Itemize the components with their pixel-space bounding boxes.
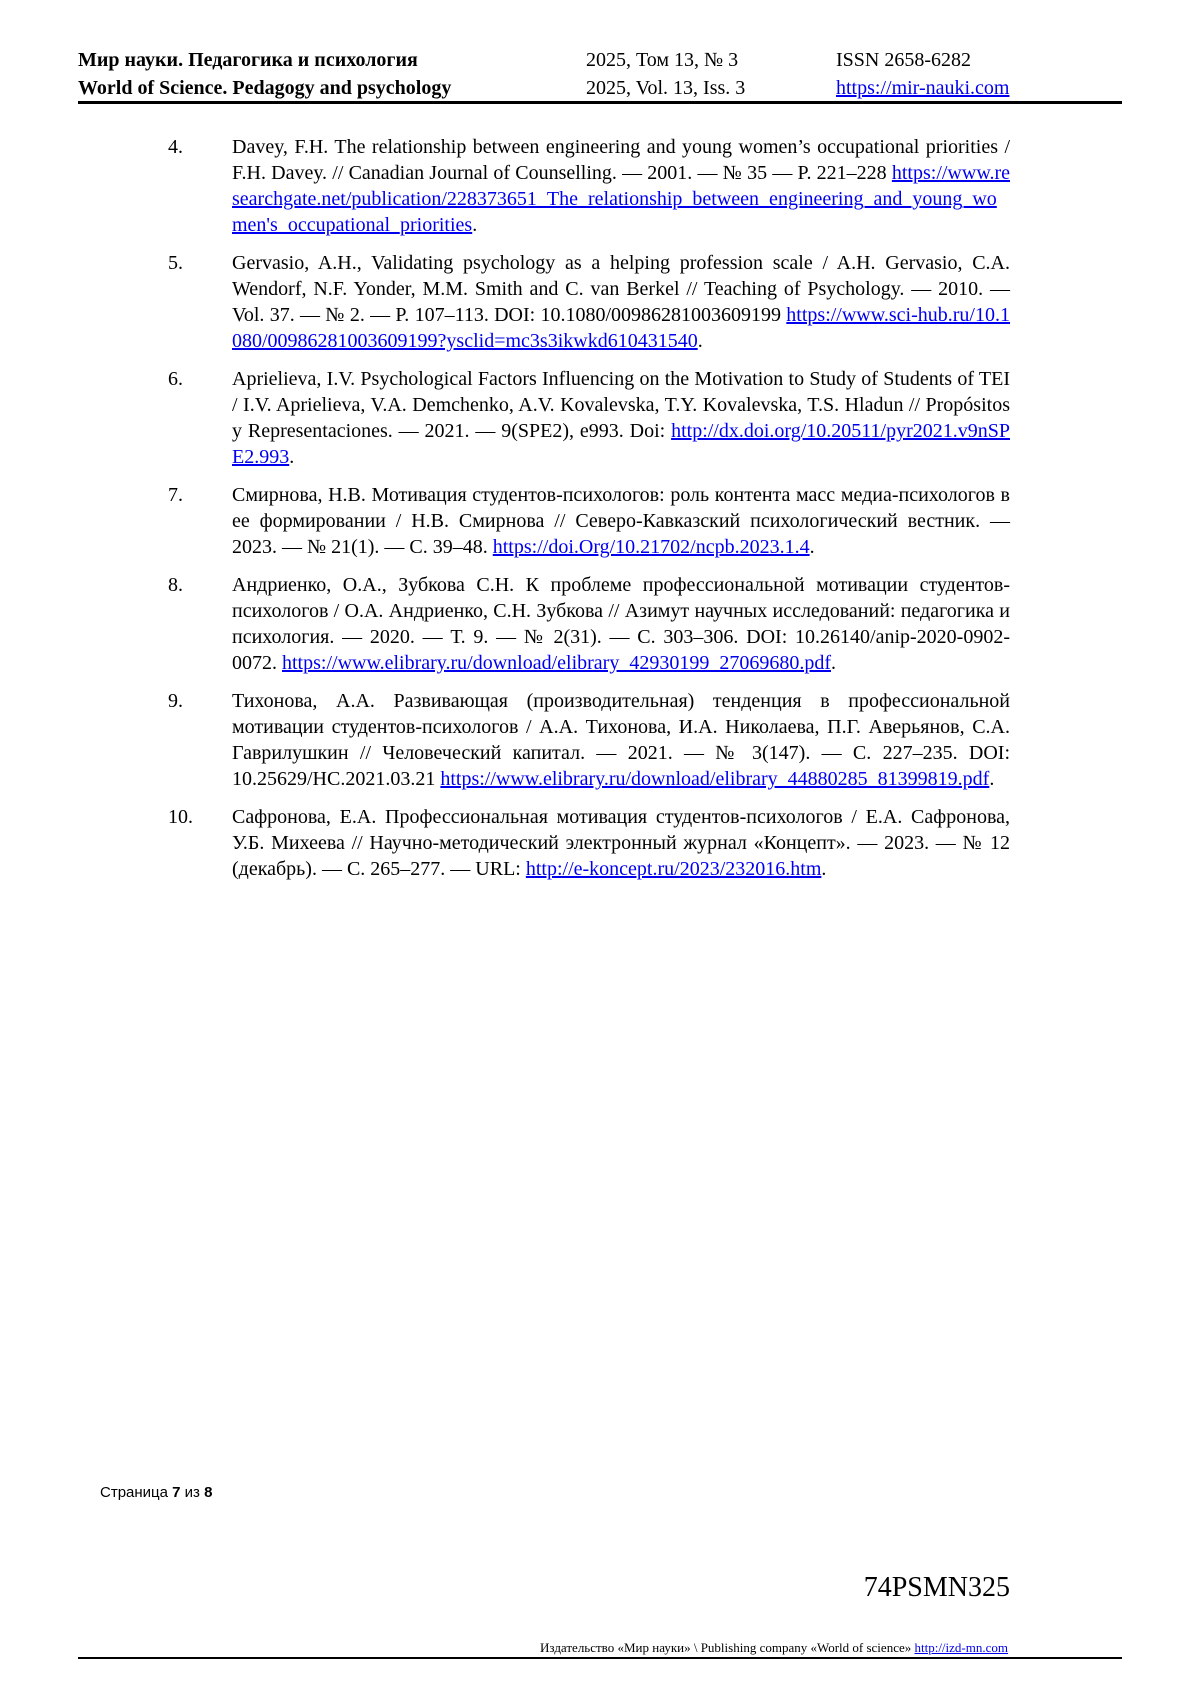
reference-item (168, 688, 1010, 792)
reference-number: 4. (168, 136, 183, 158)
reference-number: 7. (168, 484, 183, 506)
publisher-url-link[interactable]: http://izd-mn.com (914, 1640, 1008, 1655)
journal-title-ru: Мир науки. Педагогика и психология (78, 49, 418, 71)
publisher-line (168, 1640, 1008, 1656)
reference-text (232, 804, 1010, 882)
footer-rule (78, 1657, 1122, 1659)
reference-text-segment: . (289, 446, 295, 468)
journal-url-link[interactable]: https://mir-nauki.com (836, 77, 1010, 99)
reference-text-segment: Сафронова, Е.А. Профессиональная мотивация студентов-психологов / Е.А. Сафронова, У.Б. Михеева // Научно-методический электронный журнал «Концепт». — 2023. — № 12 (декабрь). — С. 265–277. — URL: (232, 806, 1010, 880)
issue-info-en: 2025, Vol. 13, Iss. 3 (586, 77, 746, 99)
reference-number: 9. (168, 690, 183, 712)
reference-text-segment: . (472, 214, 478, 236)
reference-link[interactable]: https://www.researchgate.net/publication/228373651_The_relationship_between_engineering_and_young_women's_occupational_priorities (232, 162, 1010, 236)
reference-text-segment: . (821, 858, 827, 880)
header-rule (78, 101, 1122, 104)
reference-link[interactable]: https://www.sci-hub.ru/10.1080/00986281003609199?ysclid=mc3s3ikwkd610431540 (232, 304, 1010, 352)
reference-text (232, 572, 1010, 676)
reference-item (168, 134, 1010, 238)
reference-text-segment: Davey, F.H. The relationship between engineering and young women’s occupational priorities / F.H. Davey. // Canadian Journal of Counselling. — 2001. — № 35 — P. 221–228 (232, 136, 1010, 184)
reference-text (232, 134, 1010, 238)
reference-text (232, 688, 1010, 792)
page-total-number: 8 (204, 1484, 213, 1501)
reference-text-segment: . (830, 652, 836, 674)
issn-label: ISSN 2658-6282 (836, 49, 972, 71)
reference-item (168, 804, 1010, 882)
page-current-number: 7 (172, 1484, 181, 1501)
journal-title-en: World of Science. Pedagogy and psychology (78, 77, 452, 99)
reference-text-segment: . (809, 536, 815, 558)
reference-item (168, 482, 1010, 560)
page-indicator-of: из (180, 1484, 205, 1501)
reference-number: 8. (168, 574, 183, 596)
reference-text-segment: Смирнова, Н.В. Мотивация студентов-психологов: роль контента масс медиа-психологов в ее формировании / Н.В. Смирнова // Северо-Кавказский психологический вестник. — 2023. — № 21(1). — С. 39–48. (232, 484, 1010, 558)
reference-text-segment: Aprielieva, I.V. Psychological Factors Influencing on the Motivation to Study of Students of TEI / I.V. Aprielieva, V.A. Demchenko, A.V. Kovalevska, T.Y. Kovalevska, T.S. Hladun // Propósitos y Representaciones. — 2021. — 9(SPE2), e993. Doi: (232, 368, 1010, 442)
reference-item (168, 250, 1010, 354)
reference-number: 5. (168, 252, 183, 274)
reference-text-segment: Тихонова, А.А. Развивающая (производительная) тенденция в профессиональной мотивации студентов-психологов / А.А. Тихонова, И.А. Николаева, П.Г. Аверьянов, С.А. Гаврилушкин // Человеческий капитал. — 2021. — № 3(147). — С. 227–235. DOI: 10.25629/HC.2021.03.21 (232, 690, 1010, 790)
article-id: 74PSMN325 (863, 1572, 1010, 1603)
reference-text-segment: Андриенко, О.А., Зубкова С.Н. К проблеме профессиональной мотивации студентов-психологов / О.А. Андриенко, С.Н. Зубкова // Азимут научных исследований: педагогика и психология. — 2020. — Т. 9. — № 2(31). — С. 303–306. DOI: 10.26140/anip-2020-0902-0072. (232, 574, 1010, 674)
reference-item (168, 366, 1010, 470)
reference-link[interactable]: https://www.elibrary.ru/download/elibrary_42930199_27069680.pdf (282, 652, 831, 674)
page-indicator (100, 1484, 212, 1501)
reference-link[interactable]: http://e-koncept.ru/2023/232016.htm (525, 858, 822, 880)
issue-info-block (586, 46, 836, 102)
page-indicator-prefix: Страница (100, 1484, 173, 1501)
reference-item (168, 572, 1010, 676)
reference-text-segment: . (989, 768, 995, 790)
reference-number: 6. (168, 368, 183, 390)
reference-link[interactable]: http://dx.doi.org/10.20511/pyr2021.v9nSPE2.993 (232, 420, 1010, 468)
issn-block (836, 46, 1122, 102)
issue-info-ru: 2025, Том 13, № 3 (586, 49, 739, 71)
publisher-text: Издательство «Мир науки» \ Publishing company «World of science» (540, 1640, 915, 1655)
reference-text (232, 366, 1010, 470)
journal-url-row (836, 74, 1122, 102)
journal-header (78, 46, 1122, 102)
reference-text-segment: Gervasio, A.H., Validating psychology as a helping profession scale / A.H. Gervasio, C.A. Wendorf, N.F. Yonder, M.M. Smith and C. van Berkel // Teaching of Psychology. — 2010. — Vol. 37. — № 2. — P. 107–113. DOI: 10.1080/00986281003609199 (232, 252, 1010, 326)
reference-text (232, 250, 1010, 354)
reference-number: 10. (168, 806, 193, 828)
reference-link[interactable]: https://doi.Org/10.21702/ncpb.2023.1.4 (492, 536, 810, 558)
reference-link[interactable]: https://www.elibrary.ru/download/elibrary_44880285_81399819.pdf (440, 768, 990, 790)
references-list (168, 134, 1010, 894)
reference-text (232, 482, 1010, 560)
journal-title-block (78, 46, 586, 102)
reference-text-segment: . (697, 330, 703, 352)
